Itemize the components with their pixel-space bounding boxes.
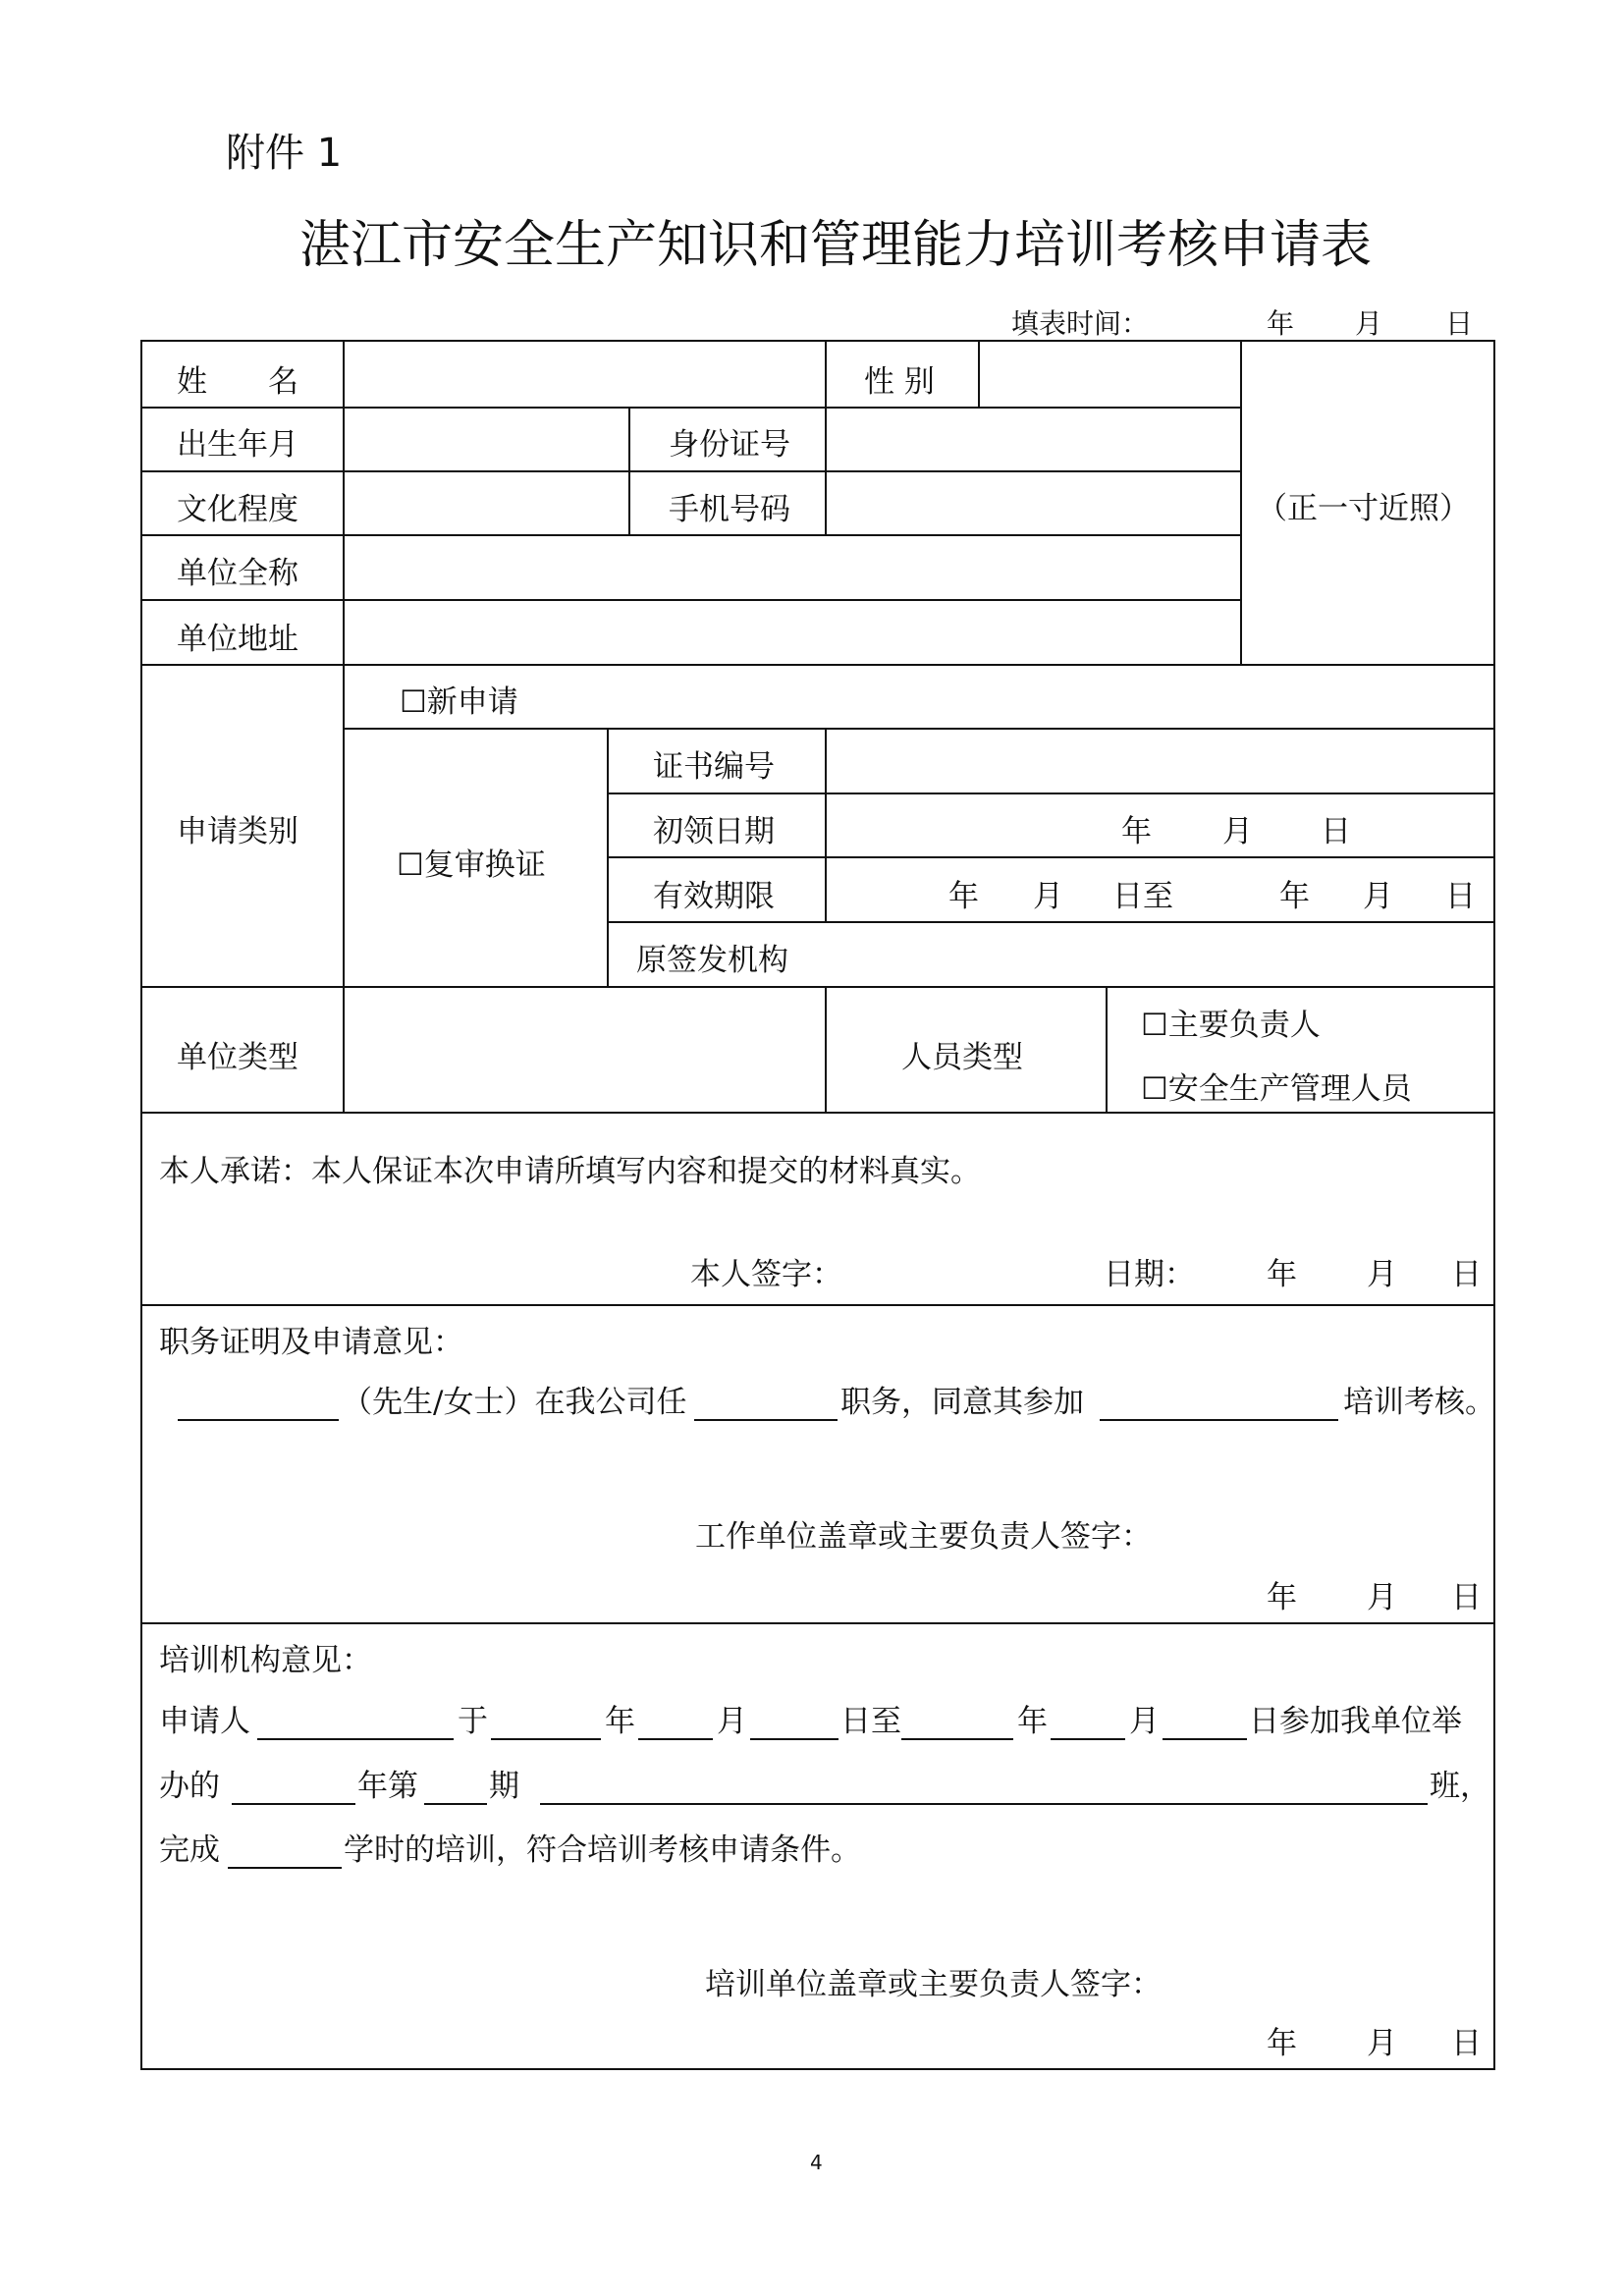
training-start-year: 年 xyxy=(605,1704,635,1739)
training-join: 日参加我单位举 xyxy=(1249,1704,1462,1739)
training-at: 于 xyxy=(458,1704,488,1739)
blank-position[interactable] xyxy=(694,1419,838,1421)
training-sign-year: 年 xyxy=(1267,2026,1297,2061)
pledge-day: 日 xyxy=(1451,1257,1482,1292)
blank-end-month[interactable] xyxy=(1051,1738,1125,1740)
fill-date-label: 填表时间： xyxy=(1011,307,1150,340)
checkbox-safety-manager[interactable]: ☐安全生产管理人员 xyxy=(1141,1071,1412,1107)
label-first-date: 初领日期 xyxy=(653,814,775,849)
checkbox-principal[interactable]: ☐主要负责人 xyxy=(1141,1008,1321,1043)
blank-person-name[interactable] xyxy=(178,1419,339,1421)
blank-class-year[interactable] xyxy=(232,1803,355,1805)
label-gender: 性 别 xyxy=(864,364,935,400)
fill-date-day: 日 xyxy=(1445,307,1474,340)
training-end-year: 年 xyxy=(1017,1704,1048,1739)
label-validity: 有效期限 xyxy=(653,879,775,914)
duty-text-2: 职务，同意其参加 xyxy=(840,1385,1084,1420)
duty-day: 日 xyxy=(1451,1580,1482,1615)
first-date-month: 月 xyxy=(1222,814,1253,849)
validity-to-day: 日 xyxy=(1445,879,1476,914)
duty-title: 职务证明及申请意见： xyxy=(159,1325,463,1360)
checkbox-new-application[interactable]: ☐新申请 xyxy=(400,684,518,720)
label-birth: 出生年月 xyxy=(177,427,298,463)
training-sign-label: 培训单位盖章或主要负责人签字： xyxy=(705,1967,1162,2002)
training-title: 培训机构意见： xyxy=(159,1643,372,1678)
training-class: 班， xyxy=(1430,1769,1490,1804)
training-period: 期 xyxy=(489,1769,519,1804)
photo-placeholder: （正一寸近照） xyxy=(1257,491,1470,526)
label-phone: 手机号码 xyxy=(669,492,790,527)
blank-hours[interactable] xyxy=(228,1867,342,1869)
checkbox-renewal[interactable]: ☐复审换证 xyxy=(397,847,546,883)
pledge-year: 年 xyxy=(1267,1257,1297,1292)
label-cert-number: 证书编号 xyxy=(653,749,775,785)
page-number: 4 xyxy=(810,2151,823,2174)
first-date-day: 日 xyxy=(1321,814,1351,849)
label-education: 文化程度 xyxy=(177,492,298,527)
label-unit-address: 单位地址 xyxy=(177,622,298,657)
label-id-number: 身份证号 xyxy=(669,427,790,463)
label-name: 姓 名 xyxy=(177,364,298,400)
training-sign-day: 日 xyxy=(1451,2026,1482,2061)
validity-from-month: 月 xyxy=(1033,879,1063,914)
validity-to-year: 年 xyxy=(1279,879,1310,914)
training-to: 日至 xyxy=(840,1704,901,1739)
blank-end-day[interactable] xyxy=(1163,1738,1247,1740)
validity-from-year: 年 xyxy=(948,879,979,914)
training-hours: 学时的培训，符合培训考核申请条件。 xyxy=(344,1832,861,1868)
duty-year: 年 xyxy=(1267,1580,1297,1615)
training-applicant-label: 申请人 xyxy=(159,1704,250,1739)
training-nth: 年第 xyxy=(357,1769,418,1804)
pledge-date-label: 日期： xyxy=(1104,1257,1195,1292)
first-date-year: 年 xyxy=(1121,814,1152,849)
validity-from-day: 日至 xyxy=(1112,879,1173,914)
blank-start-year[interactable] xyxy=(491,1738,601,1740)
blank-applicant[interactable] xyxy=(257,1738,454,1740)
training-start-month: 月 xyxy=(717,1704,747,1739)
training-end-month: 月 xyxy=(1129,1704,1160,1739)
label-unit-name: 单位全称 xyxy=(177,556,298,591)
blank-start-month[interactable] xyxy=(638,1738,713,1740)
blank-end-year[interactable] xyxy=(901,1738,1013,1740)
label-apply-category: 申请类别 xyxy=(177,814,298,849)
duty-text-1: （先生/女士）在我公司任 xyxy=(342,1385,687,1420)
training-finish: 完成 xyxy=(159,1832,220,1868)
duty-text-3: 培训考核。 xyxy=(1343,1385,1495,1420)
page-title: 湛江市安全生产知识和管理能力培训考核申请表 xyxy=(299,216,1373,275)
fill-date-month: 月 xyxy=(1355,307,1383,340)
blank-training-name[interactable] xyxy=(1100,1419,1338,1421)
blank-start-day[interactable] xyxy=(750,1738,839,1740)
duty-sign-label: 工作单位盖章或主要负责人签字： xyxy=(695,1519,1152,1555)
blank-class-period[interactable] xyxy=(424,1803,487,1805)
fill-date-year: 年 xyxy=(1267,307,1295,340)
label-issuer: 原签发机构 xyxy=(636,943,788,978)
training-sign-month: 月 xyxy=(1367,2026,1397,2061)
label-person-type: 人员类型 xyxy=(901,1040,1023,1075)
pledge-sign-label: 本人签字： xyxy=(690,1257,842,1292)
blank-class-name[interactable] xyxy=(540,1803,1428,1805)
training-held: 办的 xyxy=(159,1769,220,1804)
label-unit-type: 单位类型 xyxy=(177,1040,298,1075)
validity-to-month: 月 xyxy=(1363,879,1393,914)
pledge-text: 本人承诺：本人保证本次申请所填写内容和提交的材料真实。 xyxy=(159,1154,981,1189)
attachment-label: 附件 1 xyxy=(226,131,343,176)
duty-month: 月 xyxy=(1367,1580,1397,1615)
pledge-month: 月 xyxy=(1367,1257,1397,1292)
